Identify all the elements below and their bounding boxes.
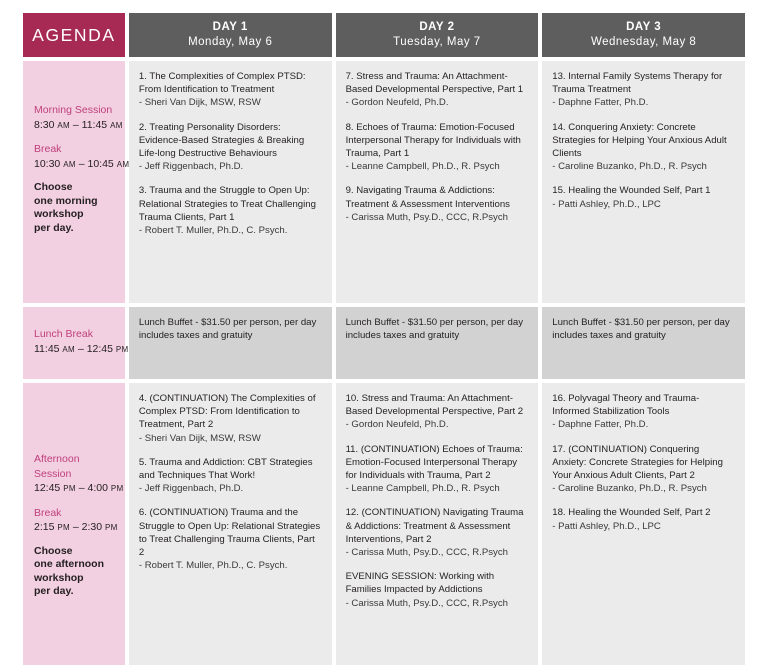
afternoon-break-time: 2:15 PM – 2:30 PM [34, 521, 118, 533]
afternoon-note-line-1: Choose [34, 544, 73, 557]
session-presenter: - Robert T. Muller, Ph.D., C. Psych. [138, 560, 288, 572]
session-presenter: - Patti Ashley, Ph.D., LPC [552, 198, 661, 210]
lunch-break-label-cell [23, 307, 129, 379]
lunch-buffet-price: Lunch Buffet - $31.50 per person, per day [138, 317, 317, 328]
session-presenter: - Sheri Van Dijk, MSW, RSW [138, 432, 261, 444]
session-item[interactable] [552, 184, 735, 210]
session-title: 9. Navigating Trauma & Addictions: Treatment & Assessment Interventions [345, 185, 510, 210]
session-title: 18. Healing the Wounded Self, Part 2 [552, 507, 711, 519]
day-header-cell-1 [129, 13, 332, 57]
session-title: 2. Treating Personality Disorders: Evidence-Based Strategies & Breaking Life-long Destructive Behaviours [138, 121, 305, 160]
morning-day-3-cell [542, 61, 745, 303]
afternoon-session-time: 12:45 PM – 4:00 PM [34, 482, 124, 494]
morning-choose-note [34, 181, 116, 235]
session-presenter: - Leanne Campbell, Ph.D., R. Psych [345, 483, 500, 495]
day-2-number: DAY 2 [419, 21, 455, 33]
session-item[interactable] [552, 392, 735, 432]
session-title: 11. (CONTINUATION) Echoes of Trauma: Emotion-Focused Interpersonal Therapy for Individuals with Trauma, Part 2 [345, 443, 523, 482]
session-presenter: - Daphne Fatter, Ph.D. [552, 97, 649, 109]
session-presenter: - Caroline Buzanko, Ph.D., R. Psych [552, 483, 707, 495]
morning-note-line-2: one morning [34, 194, 98, 207]
afternoon-choose-note [34, 545, 116, 599]
morning-note-line-4: per day. [34, 221, 74, 234]
session-item[interactable] [139, 121, 322, 174]
session-presenter: - Jeff Riggenbach, Ph.D. [138, 483, 244, 495]
session-presenter: - Daphne Fatter, Ph.D. [552, 419, 649, 431]
lunch-buffet-note: includes taxes and gratuity [138, 330, 253, 342]
lunch-buffet-note: includes taxes and gratuity [552, 330, 666, 342]
session-item[interactable] [552, 506, 735, 532]
session-presenter: - Jeff Riggenbach, Ph.D. [138, 161, 244, 173]
lunch-buffet-note: includes taxes and gratuity [345, 330, 460, 342]
session-presenter: - Carissa Muth, Psy.D., CCC, R.Psych [345, 597, 508, 609]
session-title: 6. (CONTINUATION) Trauma and the Struggle to Open Up: Relational Strategies to Treat Challenging Trauma Clients, Part 2 [138, 507, 321, 559]
session-title: 15. Healing the Wounded Self, Part 1 [552, 185, 711, 197]
lunch-break-title: Lunch Break [34, 328, 93, 340]
day-3-number: DAY 3 [626, 21, 662, 33]
day-1-date: Monday, May 6 [188, 36, 273, 48]
session-title: 12. (CONTINUATION) Navigating Trauma & Addictions: Treatment & Assessment Interventions, Part 2 [345, 507, 524, 545]
lunch-day-3-cell [542, 307, 745, 379]
session-title: 13. Internal Family Systems Therapy for Trauma Treatment [552, 71, 723, 96]
agenda-table [19, 9, 749, 669]
lunch-break-row [23, 307, 745, 379]
session-item[interactable] [139, 456, 322, 496]
session-title: 8. Echoes of Trauma: Emotion-Focused Interpersonal Therapy for Individuals with Trauma, Part 1 [345, 121, 521, 160]
session-title: 3. Trauma and the Struggle to Open Up: Relational Strategies to Treat Challenging Trauma Clients, Part 1 [138, 185, 316, 223]
lunch-buffet-price: Lunch Buffet - $31.50 per person, per day [345, 317, 523, 328]
agenda-title: AGENDA [32, 24, 116, 45]
session-presenter: - Robert T. Muller, Ph.D., C. Psych. [138, 225, 288, 237]
session-item[interactable] [346, 443, 529, 496]
morning-session-title: Morning Session [34, 104, 113, 116]
day-header-cell-2 [336, 13, 539, 57]
morning-break-title: Break [34, 143, 62, 155]
session-item[interactable] [139, 70, 322, 110]
session-presenter: - Gordon Neufeld, Ph.D. [345, 97, 449, 109]
agenda-header-row [23, 13, 745, 57]
morning-session-row [23, 61, 745, 303]
lunch-day-1-cell [129, 307, 332, 379]
session-item[interactable] [346, 121, 529, 174]
morning-day-1-cell [129, 61, 332, 303]
session-title: 4. (CONTINUATION) The Complexities of Complex PTSD: From Identification to Treatment, Part 2 [138, 393, 316, 431]
session-presenter: - Leanne Campbell, Ph.D., R. Psych [345, 161, 500, 173]
session-item[interactable] [139, 506, 322, 572]
afternoon-note-line-3: workshop [34, 571, 84, 584]
lunch-day-2-cell [336, 307, 539, 379]
session-item[interactable] [346, 392, 529, 432]
afternoon-note-line-2: one afternoon [34, 558, 104, 570]
session-title: 17. (CONTINUATION) Conquering Anxiety: Concrete Strategies for Helping Your Anxious Adult Clients, Part 2 [552, 443, 723, 482]
session-title: 10. Stress and Trauma: An Attachment-Based Developmental Perspective, Part 2 [345, 393, 524, 418]
afternoon-note-line-4: per day. [34, 585, 74, 597]
session-presenter: - Patti Ashley, Ph.D., LPC [552, 520, 661, 532]
session-title: 5. Trauma and Addiction: CBT Strategies and Techniques That Work! [138, 456, 313, 482]
lunch-break-time: 11:45 AM – 12:45 PM [34, 342, 129, 355]
session-item[interactable] [346, 184, 529, 224]
day-header-cell-3 [542, 13, 745, 57]
afternoon-break-title: Break [34, 506, 62, 519]
session-item[interactable] [346, 570, 529, 610]
session-title: 7. Stress and Trauma: An Attachment-Based Developmental Perspective, Part 1 [345, 71, 524, 96]
day-2-date: Tuesday, May 7 [393, 36, 481, 48]
morning-note-line-3: workshop [34, 208, 84, 220]
session-title: 1. The Complexities of Complex PTSD: From Identification to Treatment [138, 71, 306, 96]
morning-session-time: 8:30 AM – 11:45 AM [34, 118, 123, 131]
session-presenter: - Carissa Muth, Psy.D., CCC, R.Psych [345, 211, 508, 223]
morning-note-line-1: Choose [34, 181, 73, 193]
agenda-title-cell [23, 13, 125, 57]
lunch-buffet-price: Lunch Buffet - $31.50 per person, per day [552, 317, 730, 328]
session-item[interactable] [139, 392, 322, 445]
morning-break-time: 10:30 AM – 10:45 AM [34, 157, 130, 170]
session-title: 14. Conquering Anxiety: Concrete Strategies for Helping Your Anxious Adult Clients [552, 121, 727, 160]
morning-day-2-cell [336, 61, 539, 303]
session-item[interactable] [346, 70, 529, 110]
session-item[interactable] [139, 184, 322, 237]
session-presenter: - Sheri Van Dijk, MSW, RSW [138, 97, 261, 109]
session-presenter: - Gordon Neufeld, Ph.D. [345, 419, 449, 431]
day-3-date: Wednesday, May 8 [590, 36, 697, 48]
session-presenter: - Carissa Muth, Psy.D., CCC, R.Psych [345, 547, 508, 559]
session-title: 16. Polyvagal Theory and Trauma-Informed Stabilization Tools [552, 393, 700, 418]
session-presenter: - Caroline Buzanko, Ph.D., R. Psych [552, 161, 707, 173]
session-title: EVENING SESSION: Working with Families Impacted by Addictions [345, 571, 495, 596]
session-item[interactable] [552, 70, 735, 110]
afternoon-session-title: Afternoon Session [34, 453, 80, 480]
session-item[interactable] [552, 443, 735, 496]
morning-session-label-cell [23, 61, 130, 303]
day-1-number: DAY 1 [212, 21, 248, 33]
session-item[interactable] [552, 121, 735, 174]
session-item[interactable] [346, 506, 529, 559]
